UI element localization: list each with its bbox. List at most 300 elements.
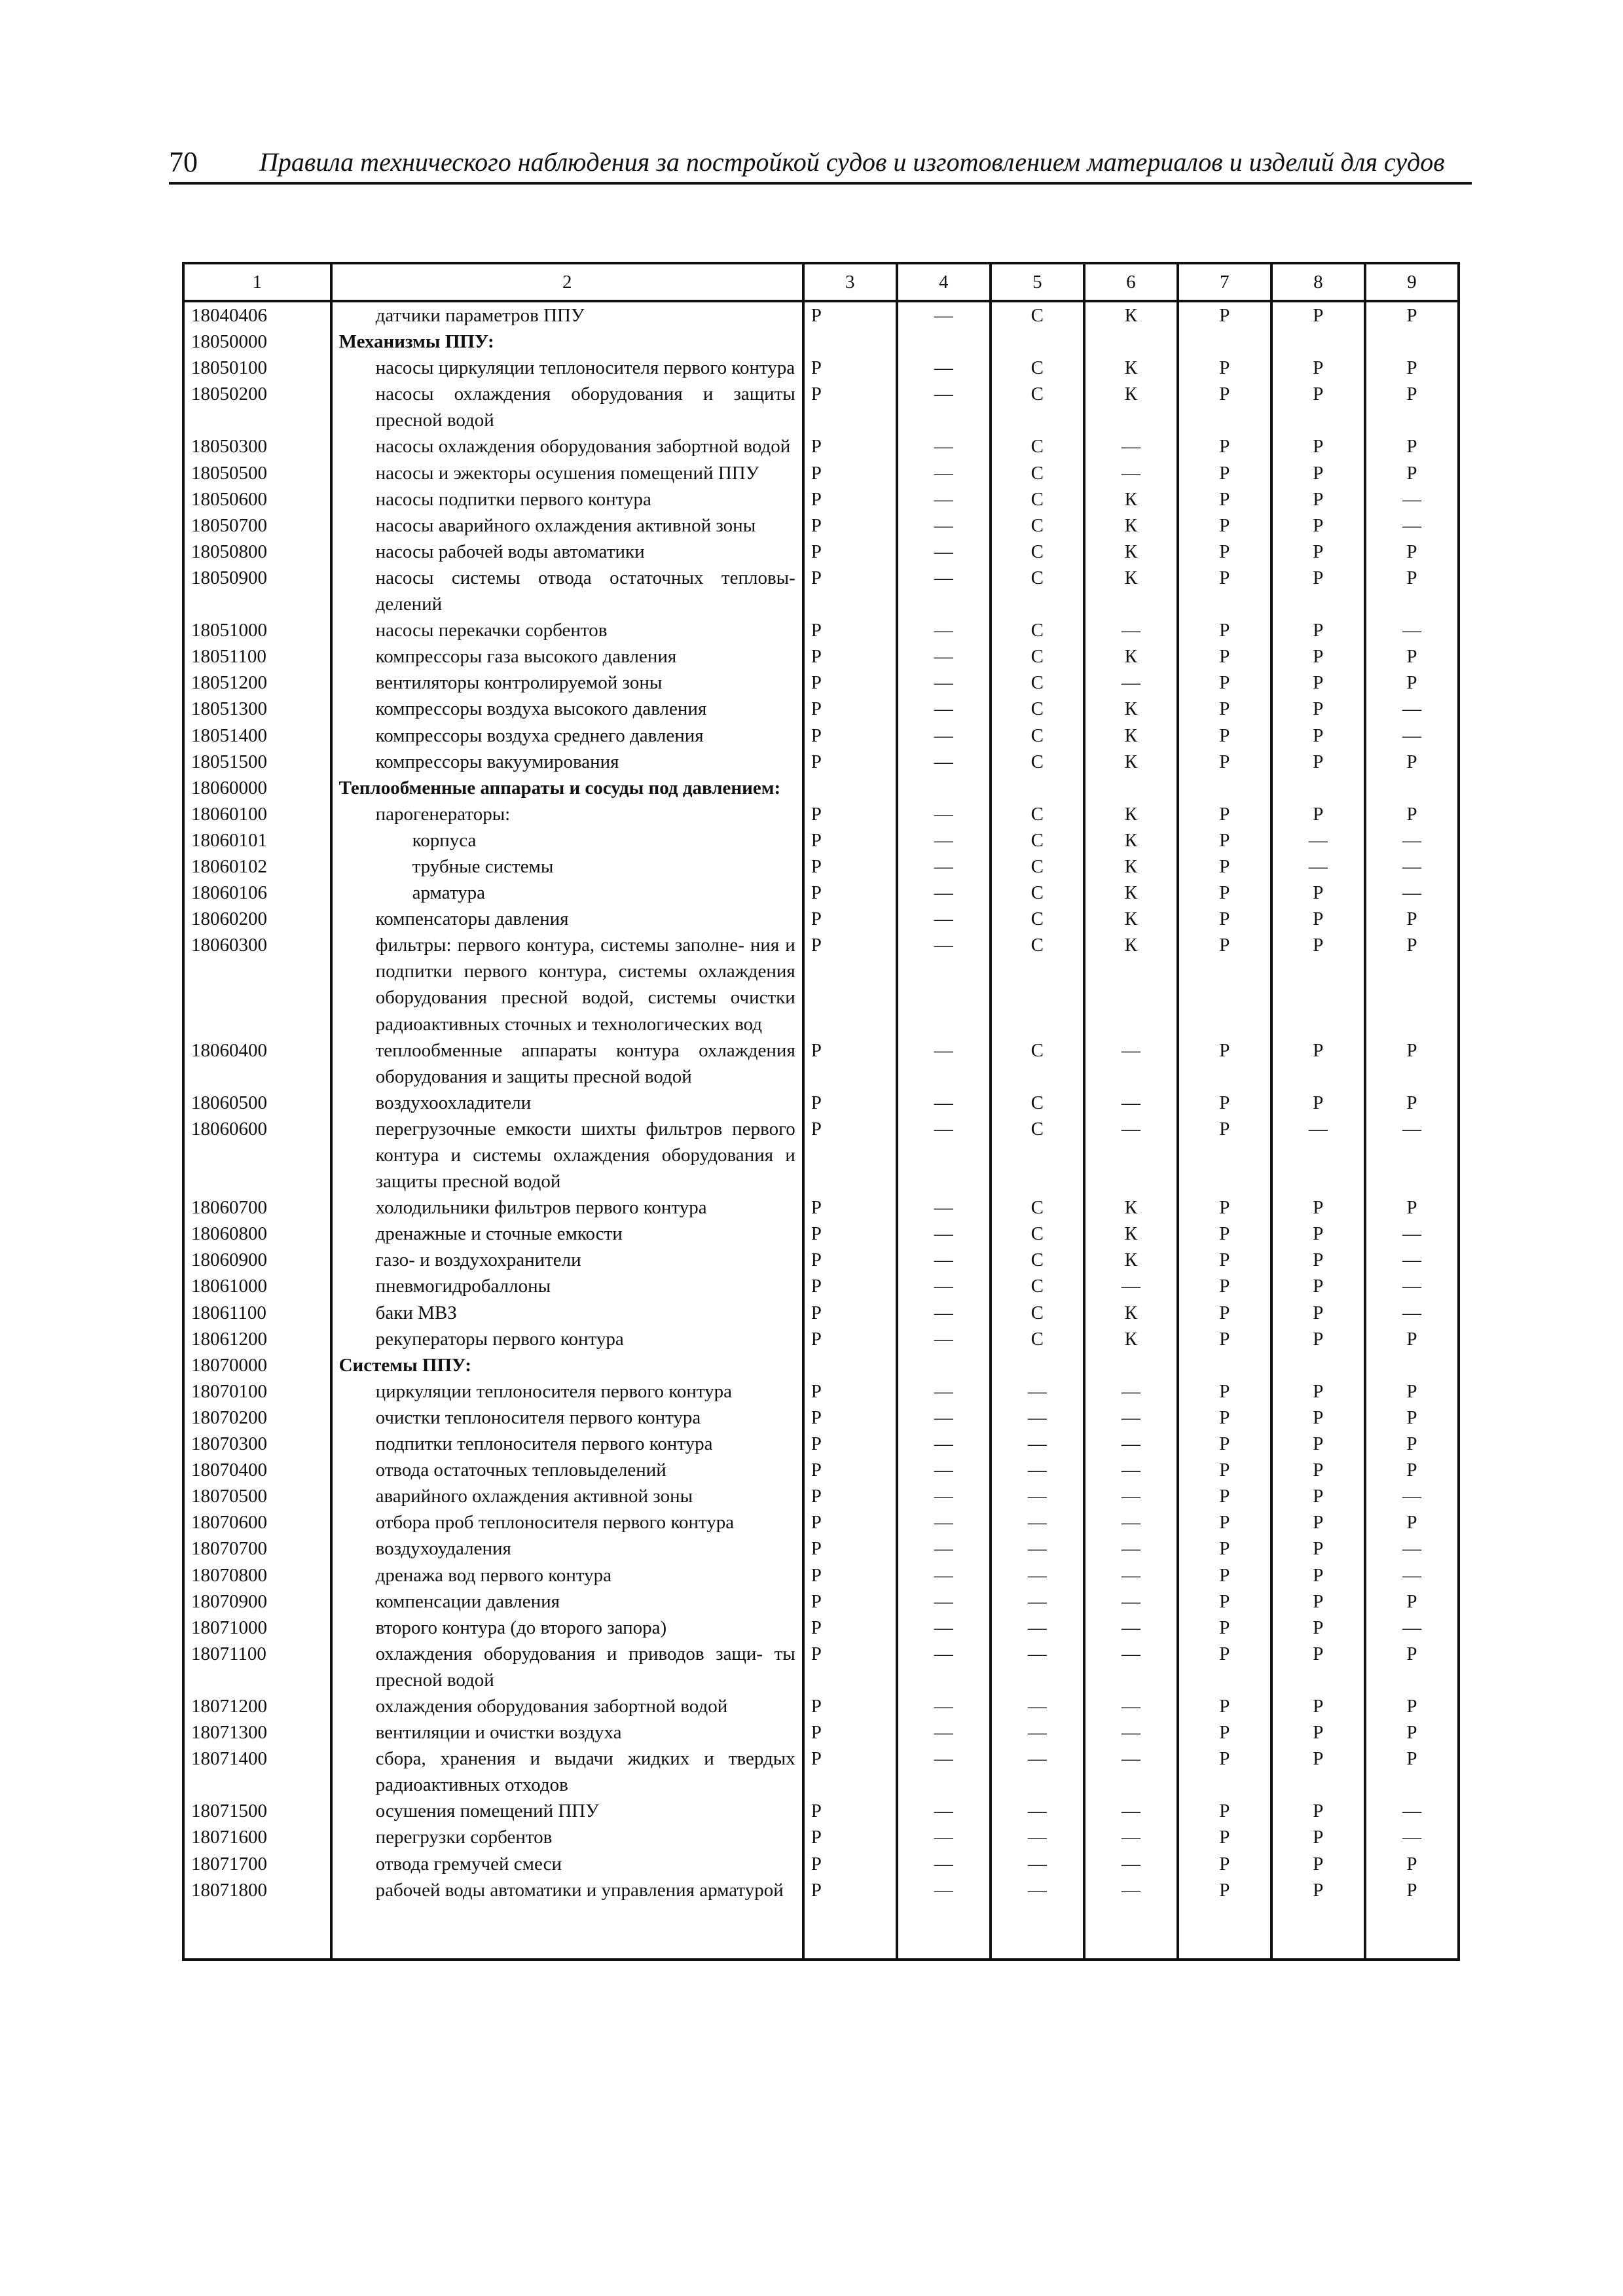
mark-c5: С [991, 696, 1084, 722]
mark-c9: — [1365, 853, 1459, 880]
mark-c5: — [991, 1588, 1084, 1615]
mark-c7: Р [1178, 1326, 1271, 1352]
mark-c3: Р [803, 381, 897, 433]
item-code: 18071100 [183, 1641, 331, 1693]
table-row [183, 1851, 1459, 1877]
empty-cell [1365, 1903, 1459, 1960]
item-code: 18051200 [183, 670, 331, 696]
mark-c3: Р [803, 433, 897, 459]
mark-c9: Р [1365, 381, 1459, 433]
mark-c5: С [991, 1116, 1084, 1194]
table-row [183, 1824, 1459, 1850]
mark-c3: Р [803, 670, 897, 696]
mark-c6: — [1084, 1431, 1178, 1457]
table-row [183, 1300, 1459, 1326]
mark-c6: К [1084, 932, 1178, 1037]
mark-c5: С [991, 565, 1084, 617]
mark-c4: — [897, 301, 991, 329]
mark-c7: Р [1178, 853, 1271, 880]
item-code: 18051100 [183, 643, 331, 670]
mark-c7: Р [1178, 1798, 1271, 1824]
mark-c9 [1365, 775, 1459, 801]
mark-c5: С [991, 1194, 1084, 1221]
item-description: отвода гремучей смеси [375, 1853, 562, 1874]
item-code: 18060100 [183, 801, 331, 827]
table-row [183, 1090, 1459, 1116]
mark-c8: Р [1271, 643, 1365, 670]
table-end-row [183, 1903, 1459, 1960]
table-row [183, 827, 1459, 853]
mark-c7 [1178, 1352, 1271, 1378]
mark-c3: Р [803, 1247, 897, 1273]
item-description: компенсаторы давления [375, 908, 569, 930]
table-row [183, 565, 1459, 617]
mark-c3: Р [803, 1116, 897, 1194]
item-code: 18070600 [183, 1509, 331, 1535]
table-row [183, 381, 1459, 433]
mark-c8: Р [1271, 1431, 1365, 1457]
table-row [183, 1615, 1459, 1641]
table-row [183, 1326, 1459, 1352]
mark-c5: С [991, 1326, 1084, 1352]
mark-c9: Р [1365, 1090, 1459, 1116]
section-heading: Механизмы ППУ: [338, 331, 494, 353]
mark-c7: Р [1178, 1194, 1271, 1221]
mark-c8: Р [1271, 1719, 1365, 1746]
mark-c8: Р [1271, 539, 1365, 565]
mark-c9: — [1365, 1798, 1459, 1824]
item-description: воздухоохладители [375, 1092, 532, 1113]
table-row [183, 853, 1459, 880]
table-row [183, 670, 1459, 696]
mark-c7: Р [1178, 670, 1271, 696]
mark-c5: — [991, 1798, 1084, 1824]
table-row [183, 775, 1459, 801]
item-description-cell [331, 1483, 803, 1509]
mark-c7: Р [1178, 486, 1271, 512]
table-row [183, 433, 1459, 459]
item-description-cell [331, 643, 803, 670]
item-code: 18050500 [183, 460, 331, 486]
mark-c3: Р [803, 1300, 897, 1326]
mark-c3: Р [803, 1509, 897, 1535]
mark-c3: Р [803, 1588, 897, 1615]
item-description: баки МВЗ [375, 1302, 457, 1323]
mark-c4: — [897, 1535, 991, 1562]
mark-c6: К [1084, 749, 1178, 775]
table-body [183, 263, 1459, 1960]
mark-c3: Р [803, 301, 897, 329]
empty-cell [803, 1903, 897, 1960]
mark-c5 [991, 329, 1084, 355]
item-description-cell [331, 1746, 803, 1798]
mark-c6: — [1084, 617, 1178, 643]
mark-c4: — [897, 880, 991, 906]
mark-c6: — [1084, 1615, 1178, 1641]
item-description: очистки теплоносителя первого контура [375, 1407, 701, 1428]
mark-c8: Р [1271, 1378, 1365, 1405]
table-row [183, 723, 1459, 749]
mark-c9: Р [1365, 460, 1459, 486]
mark-c4 [897, 329, 991, 355]
mark-c3: Р [803, 617, 897, 643]
item-code: 18060102 [183, 853, 331, 880]
mark-c8: — [1271, 853, 1365, 880]
mark-c6: — [1084, 433, 1178, 459]
item-description: компрессоры воздуха среднего давления [375, 725, 704, 746]
mark-c6: — [1084, 1719, 1178, 1746]
mark-c5: — [991, 1431, 1084, 1457]
item-code: 18051000 [183, 617, 331, 643]
table-row [183, 1431, 1459, 1457]
mark-c3 [803, 1352, 897, 1378]
mark-c9: Р [1365, 643, 1459, 670]
mark-c4: — [897, 1483, 991, 1509]
table-row [183, 749, 1459, 775]
mark-c8: Р [1271, 381, 1365, 433]
mark-c9: Р [1365, 1405, 1459, 1431]
item-description: фильтры: первого контура, системы заполне- ния и подпитки первого контура, системы охлаждения оборудования пресной водой, системы очистки радиоактивных сточных и технологических вод [375, 935, 795, 1035]
mark-c4: — [897, 1378, 991, 1405]
column-header: 4 [897, 263, 991, 301]
mark-c9: Р [1365, 1877, 1459, 1903]
mark-c8: Р [1271, 880, 1365, 906]
item-description-cell [331, 355, 803, 381]
mark-c3: Р [803, 1877, 897, 1903]
mark-c9: Р [1365, 539, 1459, 565]
mark-c4: — [897, 1116, 991, 1194]
mark-c3: Р [803, 853, 897, 880]
mark-c9: Р [1365, 932, 1459, 1037]
mark-c6: К [1084, 723, 1178, 749]
item-description: насосы рабочей воды автоматики [375, 541, 645, 562]
mark-c8: Р [1271, 1326, 1365, 1352]
mark-c7: Р [1178, 1116, 1271, 1194]
mark-c8: Р [1271, 1194, 1365, 1221]
mark-c4: — [897, 827, 991, 853]
mark-c3: Р [803, 1090, 897, 1116]
item-code: 18050100 [183, 355, 331, 381]
item-description-cell [331, 696, 803, 722]
table-row [183, 1194, 1459, 1221]
mark-c8: Р [1271, 1273, 1365, 1299]
column-header: 8 [1271, 263, 1365, 301]
mark-c9: Р [1365, 1641, 1459, 1693]
mark-c8: Р [1271, 932, 1365, 1037]
item-code: 18051400 [183, 723, 331, 749]
item-code: 18070500 [183, 1483, 331, 1509]
item-description: перегрузочные емкости шихты фильтров первого контура и системы охлаждения оборудования и защиты пресной водой [375, 1118, 795, 1193]
mark-c8: Р [1271, 670, 1365, 696]
item-code: 18070300 [183, 1431, 331, 1457]
mark-c5: С [991, 355, 1084, 381]
item-description: дренажа вод первого контура [375, 1564, 612, 1586]
item-description-cell [331, 1851, 803, 1877]
mark-c3 [803, 329, 897, 355]
mark-c4 [897, 1352, 991, 1378]
mark-c3: Р [803, 1273, 897, 1299]
item-description: отвода остаточных тепловыделений [375, 1460, 666, 1481]
mark-c7: Р [1178, 1431, 1271, 1457]
item-description-cell [331, 670, 803, 696]
mark-c8: Р [1271, 1405, 1365, 1431]
item-code: 18060800 [183, 1221, 331, 1247]
mark-c7: Р [1178, 749, 1271, 775]
item-code: 18060500 [183, 1090, 331, 1116]
table-row [183, 1562, 1459, 1588]
mark-c8: Р [1271, 1247, 1365, 1273]
mark-c3: Р [803, 827, 897, 853]
mark-c9: Р [1365, 1326, 1459, 1352]
item-description: аварийного охлаждения активной зоны [375, 1486, 693, 1507]
item-code: 18050600 [183, 486, 331, 512]
section-heading: Системы ППУ: [338, 1354, 471, 1376]
table-row [183, 617, 1459, 643]
mark-c7: Р [1178, 906, 1271, 932]
mark-c6: — [1084, 1746, 1178, 1798]
mark-c6: — [1084, 1273, 1178, 1299]
table-row [183, 1221, 1459, 1247]
mark-c3: Р [803, 723, 897, 749]
mark-c6: К [1084, 301, 1178, 329]
mark-c5 [991, 775, 1084, 801]
table-row [183, 329, 1459, 355]
mark-c6: — [1084, 1851, 1178, 1877]
mark-c7 [1178, 775, 1271, 801]
mark-c7: Р [1178, 1509, 1271, 1535]
item-description-cell [331, 1326, 803, 1352]
empty-cell [991, 1903, 1084, 1960]
running-title: Правила технического наблюдения за постройкой судов и изготовлением материалов и изделий для судов [259, 147, 1445, 177]
mark-c9: — [1365, 1483, 1459, 1509]
mark-c5: — [991, 1509, 1084, 1535]
item-description-cell [331, 1693, 803, 1719]
item-code: 18071600 [183, 1824, 331, 1850]
mark-c4: — [897, 1693, 991, 1719]
mark-c7: Р [1178, 1693, 1271, 1719]
table-row [183, 880, 1459, 906]
mark-c7: Р [1178, 1090, 1271, 1116]
mark-c7: Р [1178, 301, 1271, 329]
item-code: 18061200 [183, 1326, 331, 1352]
item-description-cell [331, 1535, 803, 1562]
mark-c6: К [1084, 1300, 1178, 1326]
mark-c6 [1084, 1352, 1178, 1378]
mark-c5: С [991, 1273, 1084, 1299]
item-description: отбора проб теплоносителя первого контура [375, 1512, 735, 1534]
item-code: 18050800 [183, 539, 331, 565]
mark-c5: С [991, 301, 1084, 329]
item-description-cell [331, 617, 803, 643]
mark-c6: К [1084, 853, 1178, 880]
mark-c6: К [1084, 1326, 1178, 1352]
table-row [183, 1693, 1459, 1719]
mark-c4: — [897, 1221, 991, 1247]
item-description: парогенераторы: [375, 803, 511, 825]
item-description-cell [331, 1221, 803, 1247]
item-description-cell [331, 329, 803, 355]
mark-c9: Р [1365, 1746, 1459, 1798]
mark-c4: — [897, 723, 991, 749]
mark-c6: — [1084, 1037, 1178, 1090]
mark-c4: — [897, 801, 991, 827]
mark-c5: — [991, 1615, 1084, 1641]
mark-c8: Р [1271, 512, 1365, 539]
mark-c9: — [1365, 696, 1459, 722]
item-code: 18061000 [183, 1273, 331, 1299]
table-row [183, 1247, 1459, 1273]
mark-c7: Р [1178, 1457, 1271, 1483]
table-row [183, 1273, 1459, 1299]
item-description-cell [331, 1090, 803, 1116]
mark-c7: Р [1178, 565, 1271, 617]
mark-c6: К [1084, 539, 1178, 565]
table-row [183, 1588, 1459, 1615]
mark-c3: Р [803, 1535, 897, 1562]
mark-c4: — [897, 670, 991, 696]
item-description: насосы системы отвода остаточных тепловы- делений [375, 567, 795, 615]
mark-c7: Р [1178, 827, 1271, 853]
item-code: 18070100 [183, 1378, 331, 1405]
item-description-cell [331, 1509, 803, 1535]
empty-cell [1084, 1903, 1178, 1960]
mark-c7: Р [1178, 433, 1271, 459]
item-description-cell [331, 1405, 803, 1431]
mark-c5: — [991, 1719, 1084, 1746]
mark-c6: — [1084, 1562, 1178, 1588]
mark-c9: — [1365, 1615, 1459, 1641]
mark-c4: — [897, 1247, 991, 1273]
table-header-row [183, 263, 1459, 301]
mark-c6: К [1084, 643, 1178, 670]
item-code: 18050200 [183, 381, 331, 433]
item-description-cell [331, 1641, 803, 1693]
mark-c4: — [897, 512, 991, 539]
mark-c4: — [897, 1851, 991, 1877]
mark-c9: Р [1365, 1693, 1459, 1719]
mark-c8: Р [1271, 1300, 1365, 1326]
mark-c5: С [991, 749, 1084, 775]
mark-c4: — [897, 1326, 991, 1352]
mark-c4: — [897, 433, 991, 459]
mark-c9: Р [1365, 1431, 1459, 1457]
mark-c9: Р [1365, 1378, 1459, 1405]
item-description: сбора, хранения и выдачи жидких и твердых радиоактивных отходов [375, 1748, 795, 1796]
mark-c5: С [991, 486, 1084, 512]
table-row [183, 539, 1459, 565]
mark-c5: — [991, 1641, 1084, 1693]
mark-c3: Р [803, 1615, 897, 1641]
item-description-cell [331, 1824, 803, 1850]
mark-c5: — [991, 1746, 1084, 1798]
mark-c8 [1271, 329, 1365, 355]
item-description-cell [331, 932, 803, 1037]
table-row [183, 643, 1459, 670]
item-description-cell [331, 1247, 803, 1273]
item-code: 18060700 [183, 1194, 331, 1221]
item-code: 18050300 [183, 433, 331, 459]
mark-c9: Р [1365, 1509, 1459, 1535]
mark-c7: Р [1178, 1719, 1271, 1746]
table-row [183, 1509, 1459, 1535]
mark-c6: — [1084, 1457, 1178, 1483]
mark-c8: — [1271, 827, 1365, 853]
mark-c5: С [991, 880, 1084, 906]
item-description-cell [331, 1431, 803, 1457]
mark-c8: Р [1271, 1824, 1365, 1850]
item-description: насосы подпитки первого контура [375, 488, 651, 510]
table-row [183, 1378, 1459, 1405]
item-code: 18060200 [183, 906, 331, 932]
item-description: насосы и эжекторы осушения помещений ППУ [375, 462, 759, 484]
item-description-cell [331, 853, 803, 880]
item-code: 18061100 [183, 1300, 331, 1326]
item-code: 18070000 [183, 1352, 331, 1378]
item-code: 18060300 [183, 932, 331, 1037]
item-description-cell [331, 1378, 803, 1405]
mark-c5: С [991, 617, 1084, 643]
mark-c7: Р [1178, 1037, 1271, 1090]
mark-c5: С [991, 1037, 1084, 1090]
mark-c4: — [897, 1877, 991, 1903]
mark-c8: Р [1271, 301, 1365, 329]
item-code: 18070200 [183, 1405, 331, 1431]
mark-c3: Р [803, 696, 897, 722]
mark-c3: Р [803, 932, 897, 1037]
item-description-cell [331, 301, 803, 329]
empty-cell [1178, 1903, 1271, 1960]
mark-c9: Р [1365, 1851, 1459, 1877]
mark-c6: К [1084, 486, 1178, 512]
column-header: 7 [1178, 263, 1271, 301]
mark-c4: — [897, 1431, 991, 1457]
mark-c8: Р [1271, 565, 1365, 617]
mark-c9 [1365, 1352, 1459, 1378]
item-description: насосы аварийного охлаждения активной зоны [375, 514, 756, 536]
mark-c3: Р [803, 643, 897, 670]
mark-c3: Р [803, 512, 897, 539]
table-row [183, 1483, 1459, 1509]
mark-c8: Р [1271, 617, 1365, 643]
mark-c8 [1271, 775, 1365, 801]
mark-c9: Р [1365, 670, 1459, 696]
mark-c6: — [1084, 1693, 1178, 1719]
item-description-cell [331, 460, 803, 486]
item-description: подпитки теплоносителя первого контура [375, 1433, 713, 1455]
mark-c8: Р [1271, 1588, 1365, 1615]
mark-c3: Р [803, 1562, 897, 1588]
mark-c9: — [1365, 1535, 1459, 1562]
mark-c6: — [1084, 1535, 1178, 1562]
mark-c8: Р [1271, 1037, 1365, 1090]
mark-c6: — [1084, 1798, 1178, 1824]
mark-c4: — [897, 1588, 991, 1615]
mark-c8: Р [1271, 433, 1365, 459]
mark-c6: — [1084, 1877, 1178, 1903]
mark-c8: Р [1271, 1746, 1365, 1798]
mark-c5: — [991, 1405, 1084, 1431]
mark-c9: Р [1365, 565, 1459, 617]
mark-c9: — [1365, 1273, 1459, 1299]
item-description: компрессоры газа высокого давления [375, 646, 677, 668]
mark-c6 [1084, 775, 1178, 801]
mark-c9: Р [1365, 1457, 1459, 1483]
item-description-cell [331, 1615, 803, 1641]
mark-c8: Р [1271, 355, 1365, 381]
mark-c4 [897, 775, 991, 801]
item-description: компрессоры воздуха высокого давления [375, 698, 707, 720]
item-code: 18071200 [183, 1693, 331, 1719]
